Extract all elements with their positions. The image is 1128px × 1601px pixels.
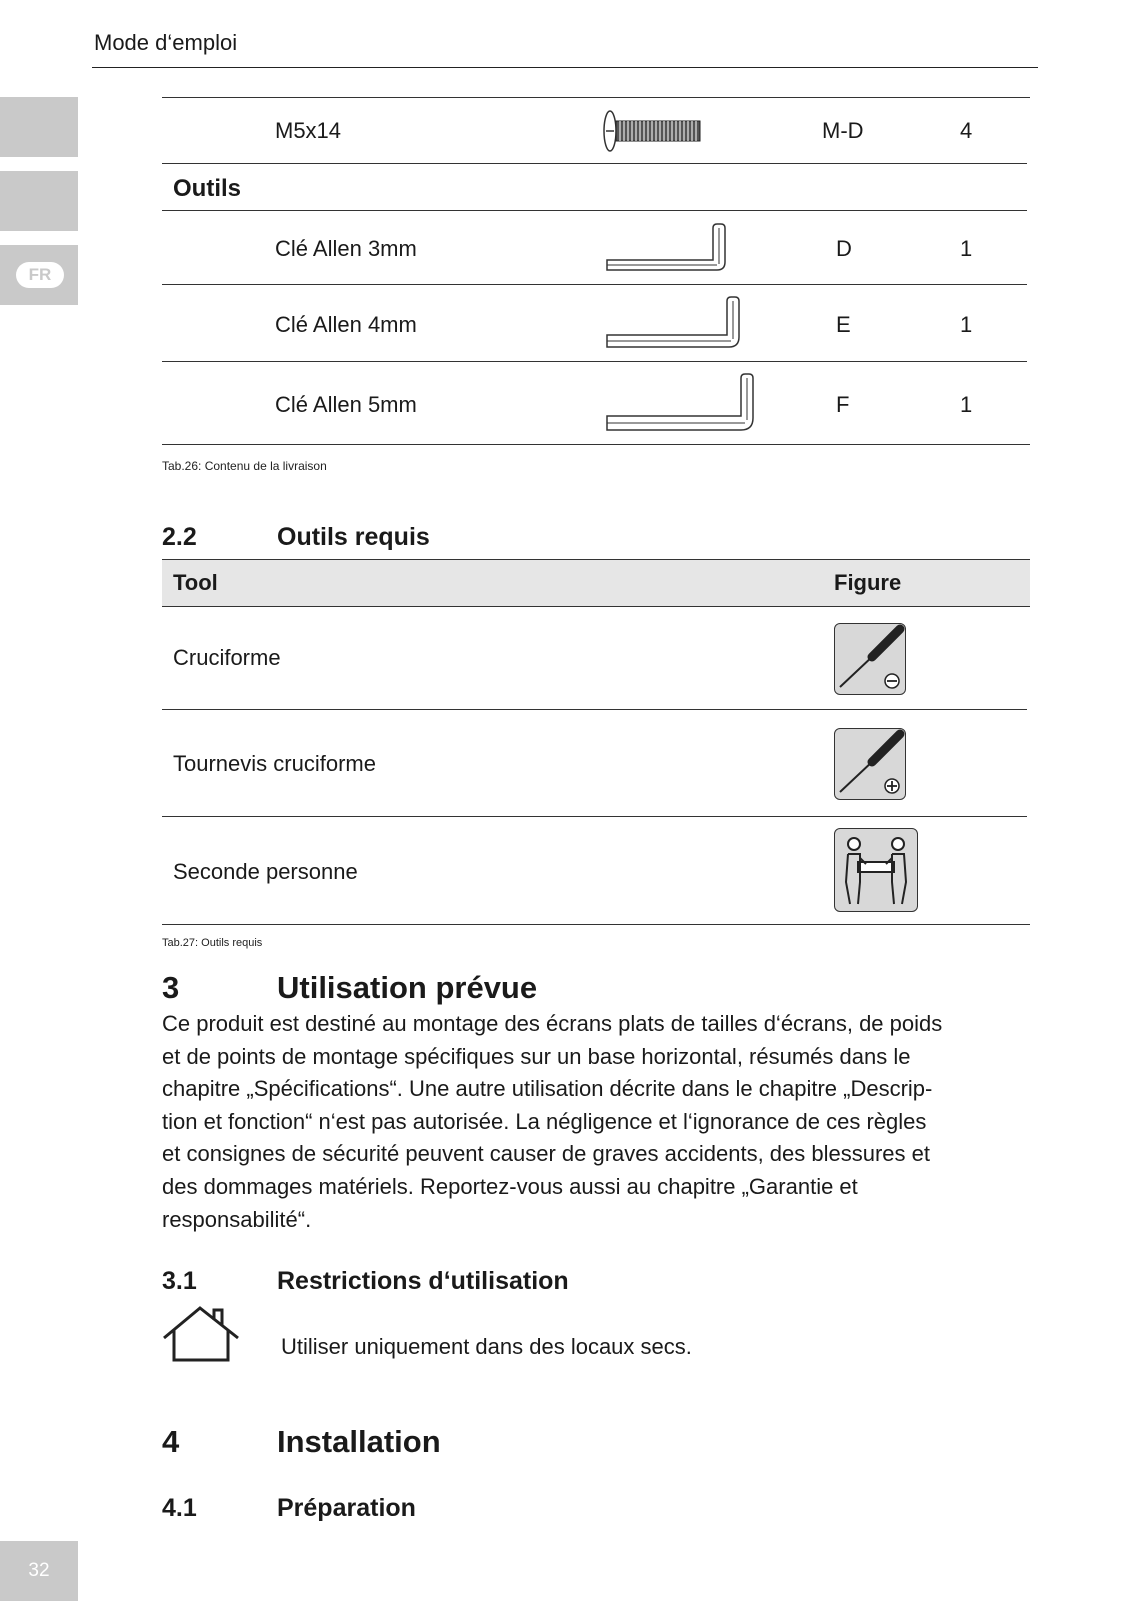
table-rule bbox=[162, 97, 1030, 98]
two-person-lift-icon bbox=[834, 828, 918, 912]
section-number: 4 bbox=[162, 1424, 180, 1459]
table-rule bbox=[162, 284, 1027, 285]
section-number: 4.1 bbox=[162, 1494, 197, 1522]
section-number: 2.2 bbox=[162, 523, 197, 551]
tool-name: Tournevis cruciforme bbox=[173, 751, 376, 776]
paragraph-line: chapitre „Spécifications“. Une autre utilisation décrite dans le chapitre „Descrip- bbox=[162, 1076, 933, 1102]
restriction-text: Utiliser uniquement dans des locaux secs. bbox=[281, 1334, 692, 1359]
item-ref: D bbox=[836, 236, 852, 261]
section-title: Installation bbox=[277, 1424, 441, 1459]
paragraph-line: des dommages matériels. Reportez-vous aussi au chapitre „Garantie et bbox=[162, 1173, 858, 1199]
item-qty: 1 bbox=[960, 312, 973, 337]
table-rule bbox=[162, 163, 1027, 164]
section-title: Utilisation prévue bbox=[277, 970, 538, 1005]
section-title: Préparation bbox=[277, 1494, 416, 1522]
house-icon bbox=[162, 1304, 240, 1364]
allen-key-icon bbox=[605, 222, 729, 274]
item-ref: E bbox=[836, 312, 851, 337]
section-title: Restrictions d‘utilisation bbox=[277, 1267, 569, 1295]
table-rule bbox=[162, 210, 1027, 211]
side-tab-1 bbox=[0, 97, 78, 157]
item-qty: 1 bbox=[960, 392, 973, 417]
table-rule bbox=[162, 361, 1027, 362]
section-title: Outils requis bbox=[277, 523, 430, 551]
header-rule bbox=[92, 67, 1038, 68]
paragraph-line: et de points de montage spécifiques sur un base horizontal, résumés dans le bbox=[162, 1043, 911, 1069]
item-qty: 4 bbox=[960, 118, 973, 143]
paragraph-line: Ce produit est destiné au montage des écrans plats de tailles d‘écrans, de poids bbox=[162, 1011, 943, 1036]
side-tab-2 bbox=[0, 171, 78, 231]
usage-paragraph bbox=[162, 1008, 1042, 1236]
allen-key-icon bbox=[605, 372, 759, 434]
item-ref: F bbox=[836, 392, 850, 417]
tool-name: Seconde personne bbox=[173, 859, 358, 884]
flat-screwdriver-icon bbox=[834, 623, 906, 695]
header-title: Mode d‘emploi bbox=[94, 30, 238, 55]
item-name: M5x14 bbox=[275, 118, 342, 143]
table-rule bbox=[162, 709, 1027, 710]
item-name: Clé Allen 3mm bbox=[275, 236, 417, 261]
table-rule bbox=[162, 444, 1030, 445]
section-number: 3 bbox=[162, 970, 180, 1005]
column-header-tool: Tool bbox=[173, 570, 218, 595]
table-caption: Tab.27: Outils requis bbox=[162, 937, 263, 949]
allen-key-icon bbox=[605, 295, 745, 351]
tool-name: Cruciforme bbox=[173, 645, 281, 670]
item-qty: 1 bbox=[960, 236, 973, 261]
section-number: 3.1 bbox=[162, 1267, 197, 1295]
column-header-figure: Figure bbox=[834, 570, 902, 595]
table-rule bbox=[162, 924, 1030, 925]
language-badge: FR bbox=[16, 262, 64, 288]
table-rule bbox=[162, 816, 1027, 817]
item-name: Clé Allen 5mm bbox=[275, 392, 417, 417]
screw-icon bbox=[602, 108, 702, 154]
item-name: Clé Allen 4mm bbox=[275, 312, 417, 337]
phillips-screwdriver-icon bbox=[834, 728, 906, 800]
paragraph-line: responsabilité“. bbox=[162, 1206, 312, 1232]
paragraph-line: et consignes de sécurité peuvent causer de graves accidents, des blessures et bbox=[162, 1141, 931, 1167]
page-number: 32 bbox=[0, 1541, 78, 1601]
item-ref: M-D bbox=[822, 118, 864, 143]
section-label-outils: Outils bbox=[173, 175, 242, 202]
table-caption: Tab.26: Contenu de la livraison bbox=[162, 459, 327, 473]
side-tab-lang bbox=[0, 245, 78, 305]
paragraph-line: tion et fonction“ n‘est pas autorisée. La négligence et l‘ignorance de ces règles bbox=[162, 1108, 927, 1134]
